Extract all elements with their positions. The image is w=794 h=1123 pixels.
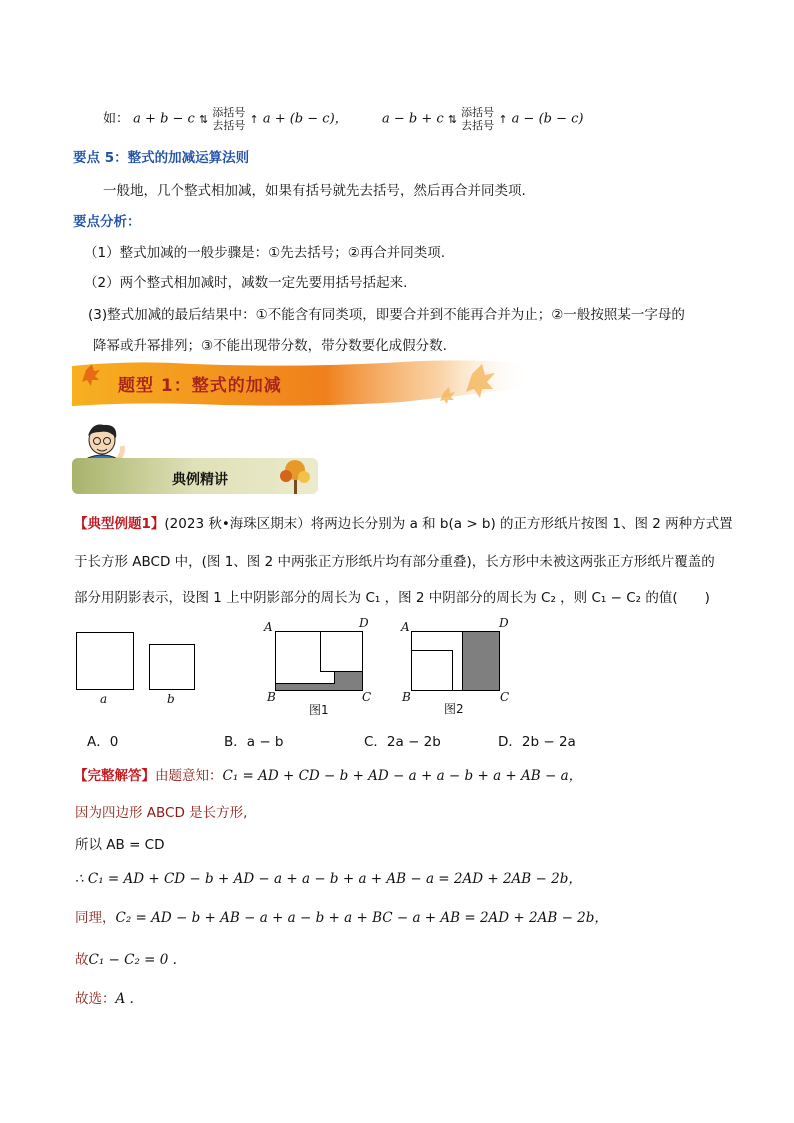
arrow-up-icon: ↑ xyxy=(249,112,259,126)
example-header-title: 典例精讲 xyxy=(172,472,228,488)
arrow-labels-1 xyxy=(212,106,245,132)
expr2-left: a − b + c xyxy=(382,111,444,127)
solution-eq1: C₁ = AD + CD − b + AD − a + a − b + a + AB − a， xyxy=(222,768,583,784)
banner-title: 题型 1：整式的加减 xyxy=(118,376,282,396)
arrow-bottom-label: 去括号 xyxy=(461,119,495,132)
expr1-left: a + b − c xyxy=(133,111,195,127)
figure2-square-b xyxy=(411,650,453,691)
square-a-label: a xyxy=(100,692,108,706)
analysis-item: （2）两个整式相加减时，减数一定先要用括号括起来. xyxy=(84,275,408,291)
figure2-corner-D: D xyxy=(499,616,509,630)
figure1-caption: 图1 xyxy=(309,703,329,717)
solution-line-5 xyxy=(75,906,608,926)
solution-line-5-lead: 同理， xyxy=(75,910,116,926)
figure1-corner-A: A xyxy=(264,620,273,634)
figure2-corner-B: B xyxy=(402,690,411,704)
example-prefix: 如： xyxy=(103,111,130,127)
arrow-top-label: 添括号 xyxy=(461,106,495,119)
solution-lead: 由题意知： xyxy=(155,768,223,784)
solution-line-7 xyxy=(75,987,134,1007)
figure2-corner-C: C xyxy=(500,690,510,704)
analysis-item: 降幂或升幂排列；③不能出现带分数，带分数要化成假分数. xyxy=(93,338,447,354)
figure2-shade xyxy=(462,632,499,690)
solution-line-7-answer: A . xyxy=(115,991,134,1007)
analysis-heading: 要点分析： xyxy=(73,214,141,230)
double-arrow-icon: ⇅ xyxy=(447,112,458,126)
square-a xyxy=(76,632,134,690)
expr1-right: a + (b − c)， xyxy=(262,111,348,127)
solution-line-5-eq: C₂ = AD − b + AB − a + a − b + a + BC − a + AB = 2AD + 2AB − 2b， xyxy=(115,910,608,926)
option-d: D．2b − 2a xyxy=(498,734,576,750)
double-arrow-icon: ⇅ xyxy=(198,112,209,126)
solution-tag: 【完整解答】 xyxy=(74,768,155,784)
option-c: C．2a − 2b xyxy=(364,734,441,750)
problem-line-1 xyxy=(74,512,733,532)
solution-line-7-lead: 故选： xyxy=(75,991,116,1007)
solution-line-6 xyxy=(75,948,177,968)
problem-line-3: 部分用阴影表示，设图 1 上中阴影部分的周长为 C₁ ，图 2 中阴部分的周长为 C₂ ，则 C₁ − C₂ 的值( ) xyxy=(74,590,710,606)
option-b: B．a − b xyxy=(224,734,284,750)
figure2-corner-A: A xyxy=(401,620,410,634)
solution-line-6-lead: 故 xyxy=(75,952,89,968)
arrow-labels-2 xyxy=(461,106,494,132)
figure2-caption: 图2 xyxy=(444,702,464,716)
arrow-up-icon: ↑ xyxy=(498,112,508,126)
solution-line-3: 所以 AB = CD xyxy=(75,837,165,853)
arrow-top-label: 添括号 xyxy=(212,106,246,119)
example-rule-line-2 xyxy=(382,106,583,132)
analysis-item: (3)整式加减的最后结果中：①不能含有同类项，即要合并到不能再合并为止；②一般按照某一字母的 xyxy=(88,307,685,323)
figure1-corner-B: B xyxy=(267,690,276,704)
figure1-corner-C: C xyxy=(362,690,372,704)
arrow-bottom-label: 去括号 xyxy=(212,119,246,132)
analysis-item: （1）整式加减的一般步骤是：①先去括号；②再合并同类项. xyxy=(84,245,446,261)
figure1-square-b xyxy=(320,631,363,672)
option-a: A．0 xyxy=(87,734,119,750)
square-b-label: b xyxy=(167,692,175,706)
point5-heading: 要点 5：整式的加减运算法则 xyxy=(73,150,250,166)
figure1-corner-D: D xyxy=(359,616,369,630)
solution-line-1 xyxy=(74,764,582,784)
problem-text: (2023 秋•海珠区期末）将两边长分别为 a 和 b(a > b) 的正方形纸片按图 1、图 2 两种方式置 xyxy=(164,516,733,532)
point5-text: 一般地，几个整式相加减，如果有括号就先去括号，然后再合并同类项. xyxy=(103,183,526,199)
square-b xyxy=(149,644,195,690)
expr2-right: a − (b − c) xyxy=(511,111,584,127)
problem-line-2: 于长方形 ABCD 中，(图 1、图 2 中两张正方形纸片均有部分重叠)，长方形中未被这两张正方形纸片覆盖的 xyxy=(74,554,715,570)
solution-line-4: ∴ C₁ = AD + CD − b + AD − a + a − b + a + AB − a = 2AD + 2AB − 2b， xyxy=(75,871,582,887)
solution-line-2: 因为四边形 ABCD 是长方形, xyxy=(75,805,248,821)
example-rule-line xyxy=(103,106,348,132)
problem-tag: 【典型例题1】 xyxy=(74,516,165,532)
solution-line-6-eq: C₁ − C₂ = 0 . xyxy=(88,952,177,968)
